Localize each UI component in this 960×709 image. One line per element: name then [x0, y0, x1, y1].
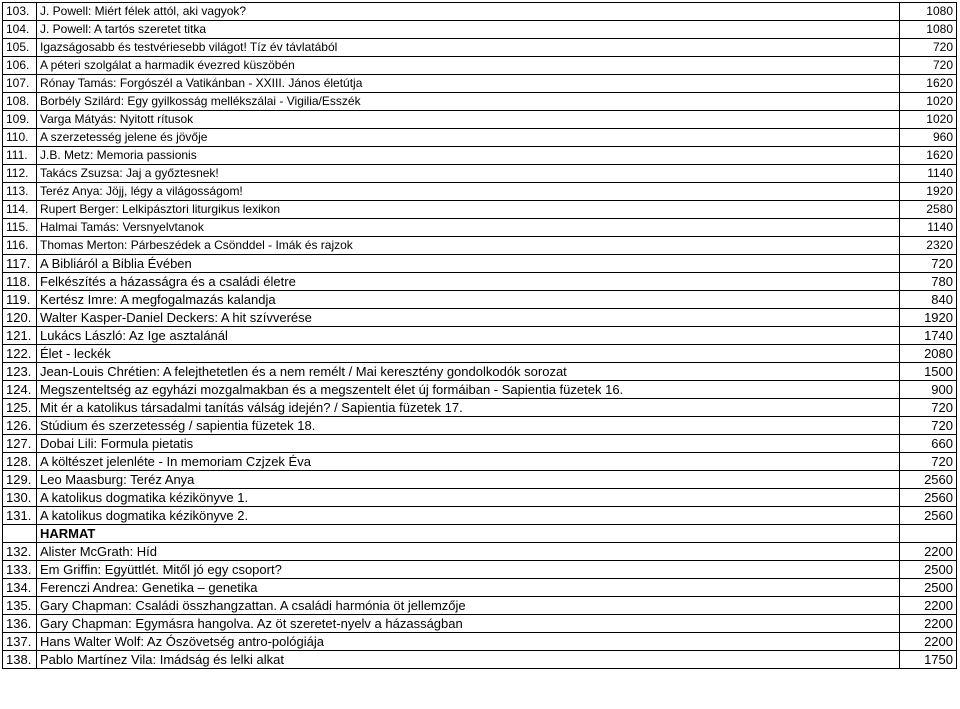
- row-number: 106.: [3, 57, 37, 75]
- table-row: [3, 363, 957, 381]
- price-value: 2200: [900, 633, 957, 651]
- book-title: Dobai Lili: Formula pietatis: [37, 435, 900, 453]
- price-value: 1140: [900, 219, 957, 237]
- book-title: Em Griffin: Együttlét. Mitől jó egy csoport?: [37, 561, 900, 579]
- book-title: J. Powell: Miért félek attól, aki vagyok?: [37, 3, 900, 21]
- row-number: 125.: [3, 399, 37, 417]
- section-heading: HARMAT: [37, 525, 900, 543]
- row-number: 128.: [3, 453, 37, 471]
- price-value: 1020: [900, 93, 957, 111]
- row-number: 117.: [3, 255, 37, 273]
- row-number: 135.: [3, 597, 37, 615]
- price-value: 1500: [900, 363, 957, 381]
- price-value: 720: [900, 255, 957, 273]
- row-number: 108.: [3, 93, 37, 111]
- row-number: 105.: [3, 39, 37, 57]
- table-row: [3, 165, 957, 183]
- row-number: 129.: [3, 471, 37, 489]
- row-number: 134.: [3, 579, 37, 597]
- price-value: 1140: [900, 165, 957, 183]
- table-row: [3, 21, 957, 39]
- book-title: A költészet jelenléte - In memoriam Czjzek Éva: [37, 453, 900, 471]
- price-value: 1920: [900, 183, 957, 201]
- table-row: [3, 39, 957, 57]
- table-row: [3, 651, 957, 669]
- price-value: 840: [900, 291, 957, 309]
- price-value: 2560: [900, 507, 957, 525]
- book-title: Teréz Anya: Jöjj, légy a világosságom!: [37, 183, 900, 201]
- price-value: 2560: [900, 489, 957, 507]
- price-value: 720: [900, 399, 957, 417]
- price-value: 2200: [900, 615, 957, 633]
- book-title: Megszenteltség az egyházi mozgalmakban és a megszentelt élet új formáiban - Sapientia füzetek 16.: [37, 381, 900, 399]
- book-title: Élet - leckék: [37, 345, 900, 363]
- price-value: 960: [900, 129, 957, 147]
- price-value: 1620: [900, 75, 957, 93]
- book-title: Walter Kasper-Daniel Deckers: A hit szívverése: [37, 309, 900, 327]
- table-row: [3, 183, 957, 201]
- row-number: 118.: [3, 273, 37, 291]
- price-value: 2560: [900, 471, 957, 489]
- price-value: 2500: [900, 561, 957, 579]
- table-row: [3, 3, 957, 21]
- row-number: 127.: [3, 435, 37, 453]
- row-number: 126.: [3, 417, 37, 435]
- row-number: 119.: [3, 291, 37, 309]
- book-title: J. Powell: A tartós szeretet titka: [37, 21, 900, 39]
- row-number: 138.: [3, 651, 37, 669]
- row-number: 132.: [3, 543, 37, 561]
- book-title: Felkészítés a házasságra és a családi életre: [37, 273, 900, 291]
- row-number: 133.: [3, 561, 37, 579]
- table-row: [3, 111, 957, 129]
- price-value: 660: [900, 435, 957, 453]
- book-title: Ferenczi Andrea: Genetika – genetika: [37, 579, 900, 597]
- row-number: 103.: [3, 3, 37, 21]
- book-title: Thomas Merton: Párbeszédek a Csönddel - Imák és rajzok: [37, 237, 900, 255]
- book-title: Gary Chapman: Egymásra hangolva. Az öt szeretet-nyelv a házasságban: [37, 615, 900, 633]
- price-value: 2500: [900, 579, 957, 597]
- row-number: [3, 525, 37, 543]
- table-row: [3, 57, 957, 75]
- table-row: [3, 255, 957, 273]
- book-title: Pablo Martínez Vila: Imádság és lelki alkat: [37, 651, 900, 669]
- table-row: [3, 543, 957, 561]
- book-price-table: [2, 2, 957, 669]
- book-title: Jean-Louis Chrétien: A felejthetetlen és a nem remélt / Mai keresztény gondolkodók sorozat: [37, 363, 900, 381]
- row-number: 104.: [3, 21, 37, 39]
- price-value: 1740: [900, 327, 957, 345]
- book-title: J.B. Metz: Memoria passionis: [37, 147, 900, 165]
- price-value: 780: [900, 273, 957, 291]
- table-row: [3, 417, 957, 435]
- table-row: [3, 561, 957, 579]
- price-value: 1750: [900, 651, 957, 669]
- book-title: Rupert Berger: Lelkipásztori liturgikus lexikon: [37, 201, 900, 219]
- row-number: 137.: [3, 633, 37, 651]
- book-title: Gary Chapman: Családi összhangzattan. A családi harmónia öt jellemzője: [37, 597, 900, 615]
- book-title: Igazságosabb és testvériesebb világot! Tíz év távlatából: [37, 39, 900, 57]
- row-number: 115.: [3, 219, 37, 237]
- row-number: 113.: [3, 183, 37, 201]
- table-row: [3, 345, 957, 363]
- row-number: 136.: [3, 615, 37, 633]
- price-value: 2580: [900, 201, 957, 219]
- book-title: Kertész Imre: A megfogalmazás kalandja: [37, 291, 900, 309]
- table-row: [3, 327, 957, 345]
- table-row: [3, 237, 957, 255]
- book-title: Takács Zsuzsa: Jaj a győztesnek!: [37, 165, 900, 183]
- row-number: 131.: [3, 507, 37, 525]
- book-title: A szerzetesség jelene és jövője: [37, 129, 900, 147]
- table-row: [3, 309, 957, 327]
- table-row: [3, 129, 957, 147]
- row-number: 109.: [3, 111, 37, 129]
- book-title: Halmai Tamás: Versnyelvtanok: [37, 219, 900, 237]
- table-row: [3, 273, 957, 291]
- table-row: [3, 435, 957, 453]
- table-row: [3, 93, 957, 111]
- row-number: 116.: [3, 237, 37, 255]
- book-title: Alister McGrath: Híd: [37, 543, 900, 561]
- table-row: [3, 615, 957, 633]
- price-value: 720: [900, 453, 957, 471]
- row-number: 123.: [3, 363, 37, 381]
- row-number: 130.: [3, 489, 37, 507]
- price-value: 2200: [900, 543, 957, 561]
- row-number: 122.: [3, 345, 37, 363]
- book-title: Mit ér a katolikus társadalmi tanítás válság idején? / Sapientia füzetek 17.: [37, 399, 900, 417]
- row-number: 121.: [3, 327, 37, 345]
- book-title: A katolikus dogmatika kézikönyve 1.: [37, 489, 900, 507]
- book-title: Leo Maasburg: Teréz Anya: [37, 471, 900, 489]
- book-title: Rónay Tamás: Forgószél a Vatikánban - XXIII. János életútja: [37, 75, 900, 93]
- price-value: 1080: [900, 3, 957, 21]
- row-number: 120.: [3, 309, 37, 327]
- price-value: [900, 525, 957, 543]
- section-heading-row: [3, 525, 957, 543]
- table-row: [3, 147, 957, 165]
- book-title: Borbély Szilárd: Egy gyilkosság mellékszálai - Vigilia/Esszék: [37, 93, 900, 111]
- price-value: 2200: [900, 597, 957, 615]
- table-row: [3, 201, 957, 219]
- table-row: [3, 489, 957, 507]
- price-value: 1080: [900, 21, 957, 39]
- row-number: 111.: [3, 147, 37, 165]
- table-row: [3, 471, 957, 489]
- table-row: [3, 219, 957, 237]
- book-title: A Bibliáról a Biblia Évében: [37, 255, 900, 273]
- row-number: 110.: [3, 129, 37, 147]
- price-value: 900: [900, 381, 957, 399]
- price-value: 1020: [900, 111, 957, 129]
- table-row: [3, 381, 957, 399]
- row-number: 124.: [3, 381, 37, 399]
- price-value: 720: [900, 417, 957, 435]
- book-title: Stúdium és szerzetesség / sapientia füzetek 18.: [37, 417, 900, 435]
- table-row: [3, 453, 957, 471]
- price-value: 720: [900, 39, 957, 57]
- table-body: [3, 3, 957, 669]
- table-row: [3, 75, 957, 93]
- price-value: 2080: [900, 345, 957, 363]
- price-value: 1620: [900, 147, 957, 165]
- table-row: [3, 291, 957, 309]
- price-value: 720: [900, 57, 957, 75]
- table-row: [3, 399, 957, 417]
- table-row: [3, 633, 957, 651]
- table-row: [3, 579, 957, 597]
- book-title: Lukács László: Az Ige asztalánál: [37, 327, 900, 345]
- book-title: Varga Mátyás: Nyitott rítusok: [37, 111, 900, 129]
- table-row: [3, 507, 957, 525]
- row-number: 107.: [3, 75, 37, 93]
- price-value: 2320: [900, 237, 957, 255]
- price-value: 1920: [900, 309, 957, 327]
- book-title: A katolikus dogmatika kézikönyve 2.: [37, 507, 900, 525]
- book-title: Hans Walter Wolf: Az Ószövetség antro-pológiája: [37, 633, 900, 651]
- row-number: 114.: [3, 201, 37, 219]
- book-title: A péteri szolgálat a harmadik évezred küszöbén: [37, 57, 900, 75]
- table-row: [3, 597, 957, 615]
- row-number: 112.: [3, 165, 37, 183]
